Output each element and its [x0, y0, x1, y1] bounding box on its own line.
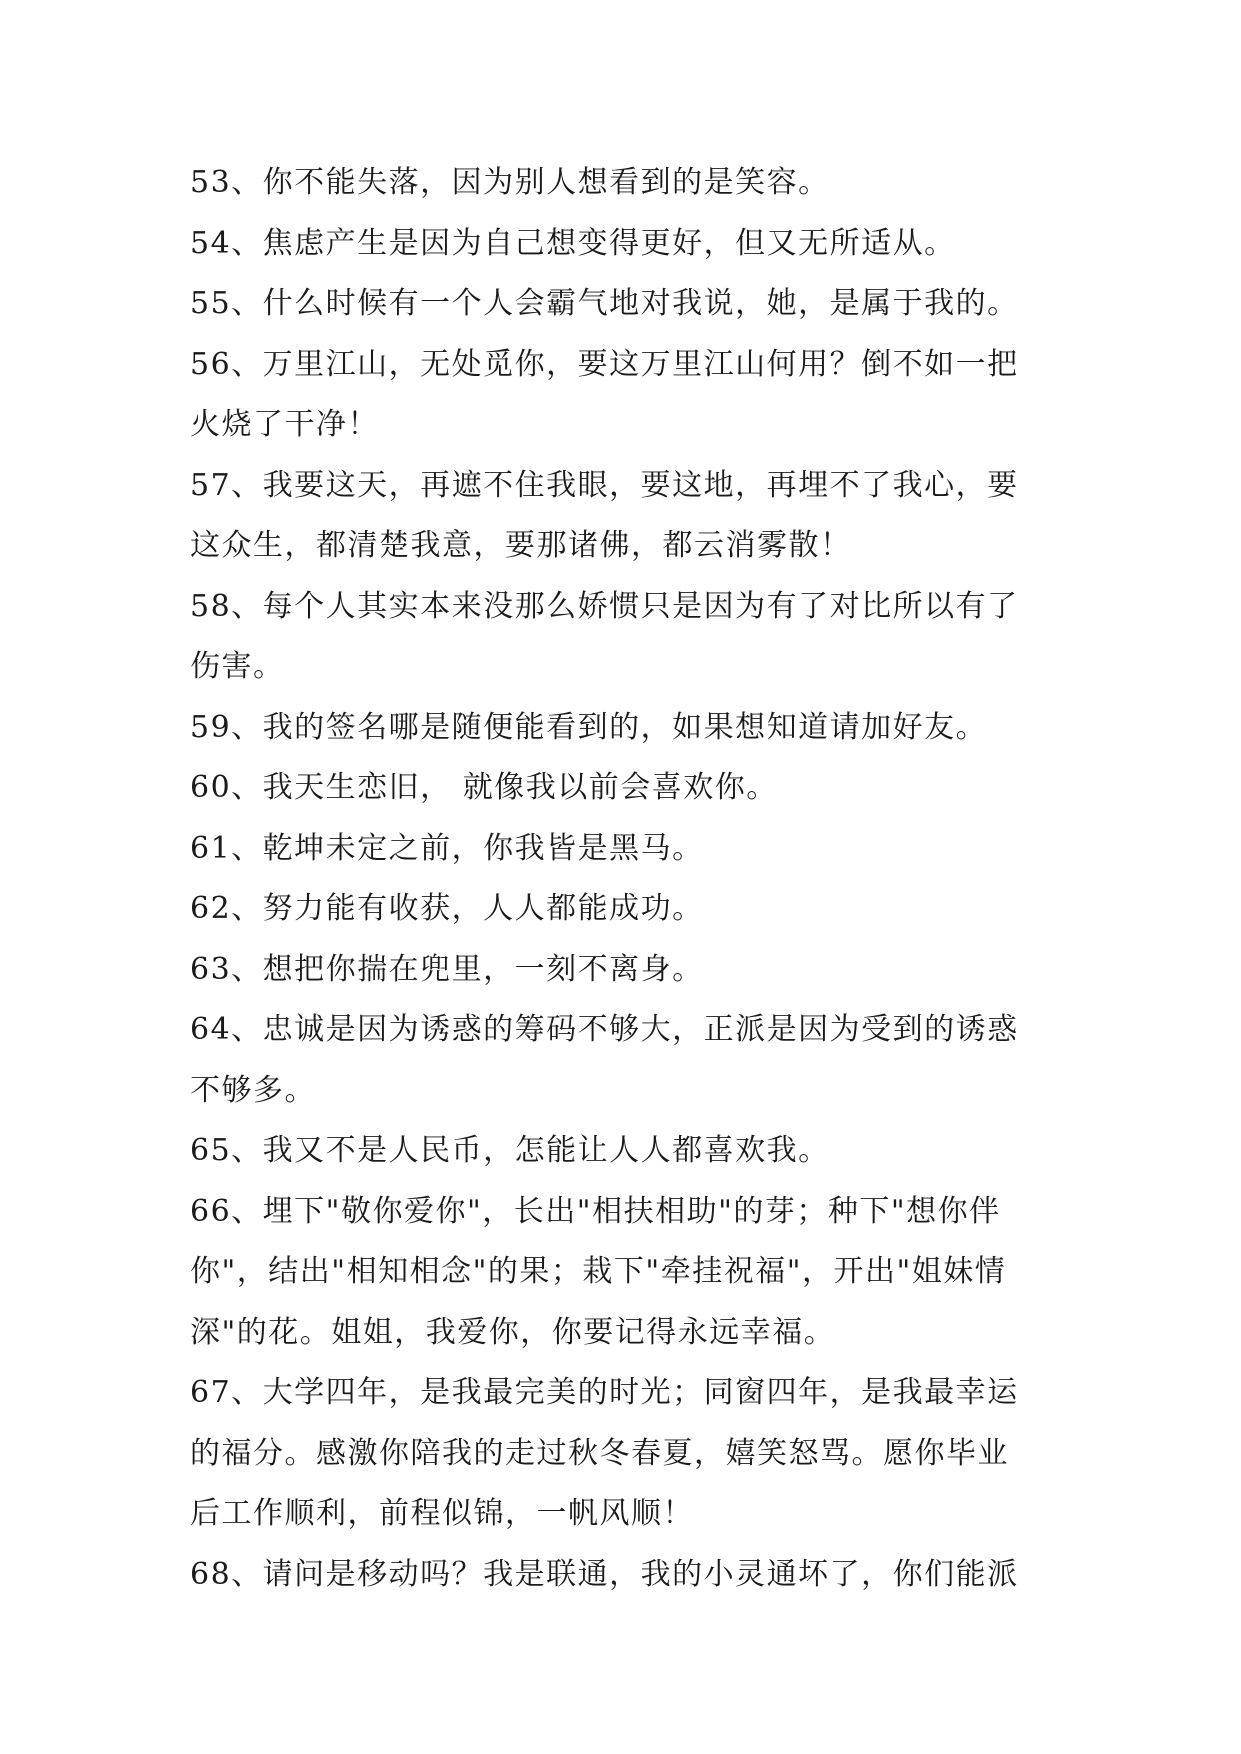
text-line: 深"的花。姐姐，我爱你，你要记得永远幸福。: [190, 1314, 836, 1350]
text-line: 61、乾坤未定之前，你我皆是黑马。: [190, 830, 704, 866]
text-line: 57、我要这天，再遮不住我眼，要这地，再埋不了我心，要: [190, 467, 1019, 503]
text-line: 67、大学四年，是我最完美的时光；同窗四年，是我最幸运: [190, 1375, 1019, 1410]
text-line: 55、什么时候有一个人会霸气地对我说，她，是属于我的。: [190, 286, 1019, 321]
text-line: 64、忠诚是因为诱惑的筹码不够大，正派是因为受到的诱惑: [190, 1012, 1019, 1047]
text-line: 54、焦虑产生是因为自己想变得更好，但又无所适从。: [190, 225, 956, 261]
text-line: 的福分。感激你陪我的走过秋冬春夏，嬉笑怒骂。愿你毕业: [190, 1435, 1009, 1471]
text-line: 不够多。: [190, 1072, 316, 1108]
text-line: 68、请问是移动吗？我是联通，我的小灵通坏了，你们能派: [190, 1556, 1019, 1592]
quote-list: [190, 153, 1090, 1605]
text-line: 这众生，都清楚我意，要那诸佛，都云消雾散！: [190, 528, 852, 563]
text-line: 59、我的签名哪是随便能看到的，如果想知道请加好友。: [190, 709, 988, 745]
text-line: 58、每个人其实本来没那么娇惯只是因为有了对比所以有了: [190, 588, 1019, 624]
text-line: 伤害。: [190, 649, 285, 684]
text-line: 66、埋下"敬你爱你"，长出"相扶相助"的芽；种下"想你伴: [190, 1193, 1001, 1229]
text-line: 65、我又不是人民币，怎能让人人都喜欢我。: [190, 1133, 830, 1168]
text-line: 你"，结出"相知相念"的果；栽下"牵挂祝福"，开出"姐妹情: [190, 1254, 1007, 1289]
text-line: 60、我天生恋旧， 就像我以前会喜欢你。: [190, 770, 778, 805]
text-line: 火烧了干净！: [190, 407, 379, 442]
text-line: 53、你不能失落，因为别人想看到的是笑容。: [190, 165, 830, 200]
text-line: 后工作顺利，前程似锦，一帆风顺！: [190, 1496, 694, 1531]
text-line: 56、万里江山，无处觅你，要这万里江山何用？倒不如一把: [190, 346, 1019, 382]
text-line: 62、努力能有收获，人人都能成功。: [190, 891, 704, 926]
text-line: 63、想把你揣在兜里，一刻不离身。: [190, 951, 704, 987]
